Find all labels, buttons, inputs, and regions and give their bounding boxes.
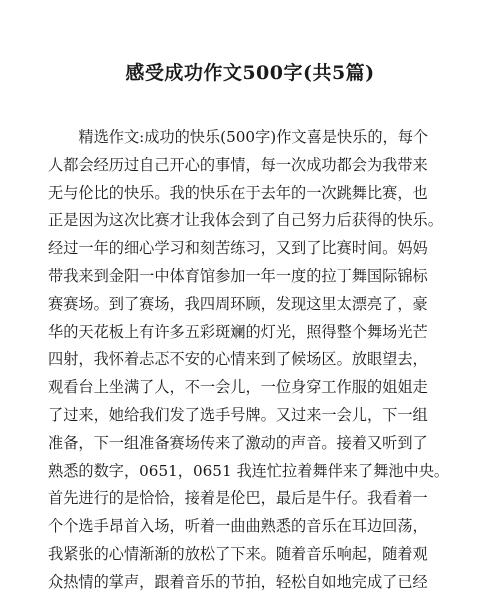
text-line: 精选作文:成功的快乐(500字)作文喜是快乐的，每个 xyxy=(48,128,429,146)
text-line: 我紧张的心情渐渐的放松了下来。随着音乐响起，随着观 xyxy=(48,544,428,563)
text-line: 华的天花板上有许多五彩斑斓的灯光，照得整个舞场光芒 xyxy=(48,322,428,341)
text-line: 个个选手昂首入场，听着一曲曲熟悉的音乐在耳边回荡， xyxy=(48,517,428,536)
text-line: 带我来到金阳一中体育馆参加一年一度的拉丁舞国际锦标 xyxy=(48,266,428,285)
document-title: 感受成功作文500字(共5篇) xyxy=(125,62,375,84)
text-line: 四射，我怀着忐忑不安的心情来到了候场区。放眼望去， xyxy=(48,350,428,369)
text-line: 赛赛场。到了赛场，我四周环顾，发现这里太漂亮了，豪 xyxy=(48,294,428,313)
text-line: 众热情的掌声，跟着音乐的节拍，轻松自如地完成了已经 xyxy=(48,572,428,591)
text-line: 经过一年的细心学习和刻苦练习，又到了比赛时间。妈妈 xyxy=(48,239,428,258)
text-line: 人都会经历过自己开心的事情，每一次成功都会为我带来 xyxy=(48,155,428,174)
text-line: 熟悉的数字，0651，0651 我连忙拉着舞伴来了舞池中央。 xyxy=(48,461,450,480)
document-body xyxy=(48,124,450,597)
text-line: 准备，下一组准备赛场传来了激动的声音。接着又听到了 xyxy=(48,433,428,452)
text-line: 首先进行的是恰恰，接着是伦巴，最后是牛仔。我看着一 xyxy=(48,489,428,508)
text-line: 无与伦比的快乐。我的快乐在于去年的一次跳舞比赛，也 xyxy=(48,183,428,202)
text-line: 观看台上坐满了人，不一会儿，一位身穿工作服的姐姐走 xyxy=(48,378,428,397)
text-line: 正是因为这次比赛才让我体会到了自己努力后获得的快乐。 xyxy=(48,211,443,230)
text-line: 了过来，她给我们发了选手号牌。又过来一会儿，下一组 xyxy=(48,405,428,424)
